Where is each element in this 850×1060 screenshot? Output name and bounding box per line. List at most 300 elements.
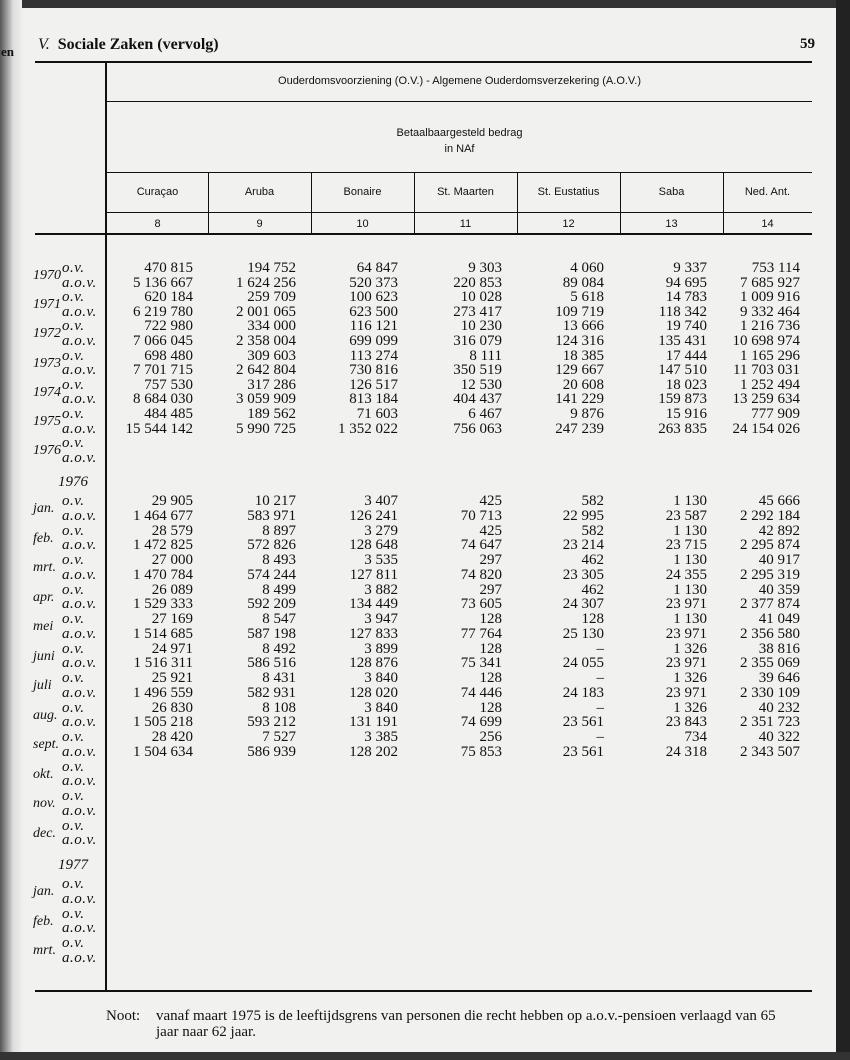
row-type: a.o.v. <box>62 949 97 966</box>
cell-bonaire: 3 279 <box>364 522 398 539</box>
cell-st-maarten: 128 <box>479 699 502 716</box>
column-number: 10 <box>356 218 369 230</box>
row-type: o.v. <box>62 611 85 627</box>
cell-st-maarten: 74 820 <box>460 566 502 583</box>
cell-cura-ao: 1 470 784 <box>133 566 193 583</box>
row-type: o.v. <box>62 493 85 509</box>
cell-ned-ant-: 39 646 <box>758 670 800 686</box>
cell-cura-ao: 26 089 <box>151 581 193 598</box>
cell-st-maarten: 74 699 <box>460 714 502 731</box>
row-type: a.o.v. <box>62 714 97 731</box>
table-row <box>0 804 850 819</box>
cell-bonaire: 3 407 <box>364 493 398 509</box>
page-number: 59 <box>800 36 815 52</box>
row-type: o.v. <box>62 729 85 745</box>
cell-ned-ant-: 2 355 069 <box>740 655 800 672</box>
cell-cura-ao: 698 480 <box>144 347 193 364</box>
cell-cura-ao: 7 066 045 <box>133 333 193 349</box>
table-row <box>0 656 850 671</box>
row-group-label: mrt. <box>33 560 56 575</box>
year-heading: 1977 <box>58 857 88 873</box>
cell-st-maarten: 10 028 <box>460 289 502 306</box>
row-group-label: apr. <box>33 589 55 605</box>
row-type: o.v. <box>62 905 85 922</box>
cell-bonaire: 131 191 <box>349 714 398 731</box>
cell-st-eustatius: 23 561 <box>562 714 604 731</box>
cell-aruba: 189 562 <box>247 406 296 422</box>
cell-bonaire: 3 882 <box>364 581 398 598</box>
table-row <box>0 907 850 922</box>
cell-cura-ao: 1 472 825 <box>133 537 193 554</box>
cell-bonaire: 3 840 <box>364 699 398 716</box>
cell-st-eustatius: 13 666 <box>562 318 604 335</box>
cell-ned-ant-: 40 232 <box>758 699 800 716</box>
cell-aruba: 2 001 065 <box>236 303 296 320</box>
cell-st-maarten: 297 <box>479 581 502 598</box>
section-title: Sociale Zaken (vervolg) <box>57 36 219 53</box>
table-title: Ouderdomsvoorziening (O.V.) - Algemene Ouderdomsverzekering (A.O.V.) <box>278 75 641 87</box>
cell-bonaire: 128 648 <box>349 537 398 554</box>
cell-ned-ant-: 24 154 026 <box>732 420 800 437</box>
cell-aruba: 5 990 725 <box>236 420 296 437</box>
row-group-label: feb. <box>33 530 54 546</box>
cell-ned-ant-: 1 009 916 <box>740 289 800 306</box>
cell-st-eustatius: 23 305 <box>562 566 604 583</box>
cell-ned-ant-: 2 351 723 <box>740 714 800 731</box>
row-type: o.v. <box>62 435 85 452</box>
cell-st-maarten: 297 <box>479 552 502 568</box>
cell-aruba: 582 931 <box>247 684 296 701</box>
table-subtitle: Betaalbaargesteld bedrag <box>396 127 523 139</box>
table-row <box>0 494 850 509</box>
cell-ned-ant-: 9 332 464 <box>740 303 800 320</box>
cell-ned-ant-: 11 703 031 <box>733 362 800 379</box>
row-type: a.o.v. <box>62 832 97 849</box>
cell-st-maarten: 128 <box>479 640 502 657</box>
cell-st-maarten: 74 647 <box>460 537 502 554</box>
scan-edge-top <box>0 0 850 8</box>
cell-aruba: 2 358 004 <box>236 333 296 349</box>
section-header <box>38 36 219 54</box>
cell-aruba: 593 212 <box>247 714 296 731</box>
table-row <box>0 936 850 951</box>
row-group-label: 1975 <box>33 414 61 429</box>
cell-cura-ao: 1 504 634 <box>133 743 193 760</box>
cell-bonaire: 128 202 <box>349 743 398 760</box>
table-row <box>0 612 850 627</box>
cell-bonaire: 3 535 <box>364 552 398 568</box>
row-group-label: 1974 <box>33 384 61 400</box>
cell-saba: 94 695 <box>665 274 707 291</box>
table-bottom-rule <box>35 990 812 992</box>
row-type: o.v. <box>62 876 85 892</box>
cell-saba: 1 130 <box>673 552 707 568</box>
table-row <box>0 715 850 730</box>
cell-aruba: 8 499 <box>262 581 296 598</box>
cell-saba: 24 355 <box>665 566 707 583</box>
cell-saba: 135 431 <box>658 333 707 349</box>
cell-st-eustatius: – <box>596 699 604 716</box>
row-type: o.v. <box>62 935 85 951</box>
cell-saba: 23 587 <box>665 507 707 524</box>
cell-bonaire: 3 947 <box>364 611 398 627</box>
column-number: 12 <box>562 218 575 230</box>
cell-st-eustatius: – <box>596 670 604 686</box>
cell-st-maarten: 10 230 <box>460 318 502 335</box>
cell-saba: 147 510 <box>658 362 707 379</box>
table-row <box>0 524 850 539</box>
row-type: a.o.v. <box>62 362 97 379</box>
table-row <box>0 436 850 451</box>
row-type: a.o.v. <box>62 537 97 554</box>
cell-saba: 23 715 <box>665 537 707 554</box>
row-type: o.v. <box>62 581 85 598</box>
cell-bonaire: 134 449 <box>349 596 398 613</box>
cell-saba: 23 971 <box>665 655 707 672</box>
cell-aruba: 334 000 <box>247 318 296 335</box>
table-row <box>0 422 850 437</box>
cell-saba: 1 326 <box>673 699 707 716</box>
table-row <box>0 774 850 789</box>
cell-ned-ant-: 2 295 874 <box>740 537 800 554</box>
cell-bonaire: 1 352 022 <box>338 420 398 437</box>
scan-edge-bottom <box>0 1052 850 1060</box>
row-type: o.v. <box>62 522 85 539</box>
cell-saba: 159 873 <box>658 391 707 408</box>
row-type: a.o.v. <box>62 274 97 291</box>
column-number: 9 <box>256 218 263 230</box>
table-row <box>0 363 850 378</box>
row-type: o.v. <box>62 552 85 568</box>
cell-cura-ao: 28 579 <box>151 522 193 539</box>
table-row <box>0 833 850 848</box>
cell-cura-ao: 722 980 <box>144 318 193 335</box>
cell-st-maarten: 70 713 <box>460 507 502 524</box>
row-group-label: aug. <box>33 707 58 723</box>
column-number: 14 <box>761 218 774 230</box>
cell-cura-ao: 5 136 667 <box>133 274 193 291</box>
cell-st-eustatius: – <box>596 729 604 745</box>
cell-saba: 15 916 <box>665 406 707 422</box>
cell-st-eustatius: 89 084 <box>562 274 604 291</box>
row-type: a.o.v. <box>62 743 97 760</box>
cell-ned-ant-: 2 343 507 <box>740 743 800 760</box>
cell-aruba: 7 527 <box>262 729 296 745</box>
cell-bonaire: 127 833 <box>349 625 398 642</box>
row-type: a.o.v. <box>62 655 97 672</box>
cell-bonaire: 128 020 <box>349 684 398 701</box>
table-row <box>0 334 850 349</box>
cell-st-maarten: 75 853 <box>460 743 502 760</box>
rule <box>105 172 812 173</box>
cell-saba: 14 783 <box>665 289 707 306</box>
cell-bonaire: 126 241 <box>349 507 398 524</box>
row-type: a.o.v. <box>62 303 97 320</box>
cell-aruba: 583 971 <box>247 507 296 524</box>
cell-st-maarten: 77 764 <box>460 625 502 642</box>
column-header: St. Eustatius <box>537 186 600 198</box>
cell-ned-ant-: 1 165 296 <box>740 347 800 364</box>
table-row <box>0 951 850 966</box>
cell-aruba: 586 516 <box>247 655 296 672</box>
cell-bonaire: 116 121 <box>349 318 398 335</box>
cell-cura-ao: 6 219 780 <box>133 303 193 320</box>
cell-saba: 17 444 <box>665 347 707 364</box>
cell-bonaire: 126 517 <box>349 376 398 393</box>
cell-st-eustatius: 582 <box>581 493 604 509</box>
table-row <box>0 686 850 701</box>
cell-st-maarten: 12 530 <box>460 376 502 393</box>
cell-ned-ant-: 40 917 <box>758 552 800 568</box>
cell-st-eustatius: 18 385 <box>562 347 604 364</box>
cell-saba: 23 971 <box>665 684 707 701</box>
row-type: a.o.v. <box>62 391 97 408</box>
cell-st-eustatius: 24 055 <box>562 655 604 672</box>
cell-cura-ao: 1 529 333 <box>133 596 193 613</box>
cell-saba: 1 130 <box>673 581 707 598</box>
cell-cura-ao: 1 514 685 <box>133 625 193 642</box>
row-type: o.v. <box>62 788 85 804</box>
cell-saba: 23 971 <box>665 596 707 613</box>
cell-st-maarten: 425 <box>479 522 502 539</box>
cell-aruba: 317 286 <box>247 376 296 393</box>
cell-aruba: 587 198 <box>247 625 296 642</box>
row-type: a.o.v. <box>62 802 97 819</box>
table-row <box>0 627 850 642</box>
cell-ned-ant-: 38 816 <box>758 640 800 657</box>
cell-st-eustatius: 141 229 <box>555 391 604 408</box>
table-row <box>0 261 850 276</box>
row-type: o.v. <box>62 817 85 834</box>
cell-st-eustatius: 5 618 <box>570 289 604 306</box>
row-type: a.o.v. <box>62 625 97 642</box>
cell-st-maarten: 73 605 <box>460 596 502 613</box>
cell-cura-ao: 620 184 <box>144 289 193 306</box>
cell-aruba: 1 624 256 <box>236 274 296 291</box>
table-row <box>0 892 850 907</box>
cell-st-eustatius: 23 214 <box>562 537 604 554</box>
cell-aruba: 259 709 <box>247 289 296 306</box>
cell-saba: 19 740 <box>665 318 707 335</box>
row-group-label: dec. <box>33 825 56 841</box>
cell-ned-ant-: 40 322 <box>758 729 800 745</box>
table-row <box>0 276 850 291</box>
row-group-label: okt. <box>33 766 54 782</box>
cell-ned-ant-: 2 377 874 <box>740 596 800 613</box>
table-row <box>0 568 850 583</box>
cell-aruba: 8 108 <box>262 699 296 716</box>
cell-saba: 23 843 <box>665 714 707 731</box>
table-row <box>0 392 850 407</box>
cell-aruba: 10 217 <box>254 493 296 509</box>
cell-st-eustatius: 109 719 <box>555 303 604 320</box>
row-type: a.o.v. <box>62 920 97 937</box>
row-type: a.o.v. <box>62 596 97 613</box>
row-type: a.o.v. <box>62 890 97 907</box>
table-row <box>0 451 850 466</box>
cell-cura-ao: 757 530 <box>144 376 193 393</box>
row-group-label: 1976 <box>33 443 61 459</box>
column-header: St. Maarten <box>437 186 494 198</box>
row-type: o.v. <box>62 347 85 364</box>
cell-bonaire: 127 811 <box>349 566 398 583</box>
column-header: Bonaire <box>343 186 382 198</box>
cell-st-maarten: 8 111 <box>469 347 502 364</box>
cell-st-maarten: 404 437 <box>453 391 502 408</box>
row-type: a.o.v. <box>62 333 97 349</box>
cell-st-maarten: 316 079 <box>453 333 502 349</box>
row-type: a.o.v. <box>62 420 97 437</box>
cell-saba: 1 326 <box>673 640 707 657</box>
table-row <box>0 597 850 612</box>
table-row <box>0 538 850 553</box>
row-group-label: juli <box>33 678 52 693</box>
cell-st-eustatius: 247 239 <box>555 420 604 437</box>
cell-cura-ao: 24 971 <box>151 640 193 657</box>
cell-st-maarten: 128 <box>479 670 502 686</box>
row-type: o.v. <box>62 406 85 422</box>
cell-st-eustatius: 129 667 <box>555 362 604 379</box>
cell-cura-ao: 25 921 <box>151 670 193 686</box>
table-row <box>0 789 850 804</box>
column-number: 11 <box>459 218 472 230</box>
table-row <box>0 877 850 892</box>
cell-cura-ao: 484 485 <box>144 406 193 422</box>
column-number: 8 <box>154 218 161 230</box>
cell-aruba: 8 547 <box>262 611 296 627</box>
table-row <box>0 760 850 775</box>
cell-aruba: 592 209 <box>247 596 296 613</box>
column-header: Aruba <box>244 186 275 198</box>
row-group-label: 1971 <box>33 297 61 313</box>
cell-ned-ant-: 42 892 <box>758 522 800 539</box>
row-group-label: feb. <box>33 913 54 929</box>
cell-ned-ant-: 2 356 580 <box>740 625 800 642</box>
cell-ned-ant-: 41 049 <box>758 611 800 627</box>
table-row <box>0 730 850 745</box>
cell-saba: 118 342 <box>658 303 707 320</box>
cell-cura-ao: 7 701 715 <box>133 362 193 379</box>
table-row <box>0 378 850 393</box>
cell-cura-ao: 470 815 <box>144 260 193 276</box>
cell-st-eustatius: 22 995 <box>562 507 604 524</box>
cell-ned-ant-: 2 330 109 <box>740 684 800 701</box>
table-row <box>0 509 850 524</box>
row-type: o.v. <box>62 376 85 393</box>
cell-st-eustatius: 23 561 <box>562 743 604 760</box>
table-row <box>0 819 850 834</box>
cell-aruba: 8 493 <box>262 552 296 568</box>
cell-st-eustatius: 462 <box>581 552 604 568</box>
table-unit: in NAf <box>444 143 475 155</box>
cell-bonaire: 813 184 <box>349 391 398 408</box>
cell-bonaire: 113 274 <box>349 347 398 364</box>
cell-cura-ao: 27 000 <box>151 552 193 568</box>
cell-saba: 24 318 <box>665 743 707 760</box>
cell-aruba: 2 642 804 <box>236 362 296 379</box>
cell-bonaire: 520 373 <box>349 274 398 291</box>
cell-st-maarten: 256 <box>479 729 502 745</box>
footnote <box>106 1008 786 1040</box>
row-type: a.o.v. <box>62 773 97 790</box>
row-type: o.v. <box>62 758 85 775</box>
row-type: o.v. <box>62 640 85 657</box>
cell-ned-ant-: 777 909 <box>751 406 800 422</box>
cell-saba: 18 023 <box>665 376 707 393</box>
footnote-text: vanaf maart 1975 is de leeftijdsgrens van personen die recht hebben op a.o.v.-pensioen verlaagd van 65 jaar naar 62 jaar. <box>156 1008 776 1040</box>
cell-st-maarten: 350 519 <box>453 362 502 379</box>
cell-cura-ao: 1 516 311 <box>133 655 193 672</box>
cell-st-eustatius: 462 <box>581 581 604 598</box>
cell-saba: 1 130 <box>673 493 707 509</box>
cell-aruba: 3 059 909 <box>236 391 296 408</box>
cell-bonaire: 699 099 <box>349 333 398 349</box>
table-row <box>0 921 850 936</box>
cell-saba: 1 130 <box>673 522 707 539</box>
cell-st-maarten: 220 853 <box>453 274 502 291</box>
footnote-label: Noot: <box>106 1008 141 1024</box>
row-group-label: 1972 <box>33 326 61 342</box>
cell-bonaire: 3 385 <box>364 729 398 745</box>
table-row <box>0 407 850 422</box>
cell-aruba: 8 492 <box>262 640 296 657</box>
cell-saba: 1 326 <box>673 670 707 686</box>
cell-st-maarten: 75 341 <box>460 655 502 672</box>
table-row <box>0 349 850 364</box>
cell-cura-ao: 1 505 218 <box>133 714 193 731</box>
rule <box>105 101 812 102</box>
row-group-label: jan. <box>33 501 55 516</box>
column-number: 13 <box>665 218 678 230</box>
cell-ned-ant-: 2 292 184 <box>740 507 800 524</box>
cell-st-eustatius: – <box>596 640 604 657</box>
table-row <box>0 305 850 320</box>
cell-st-maarten: 273 417 <box>453 303 502 320</box>
cell-st-maarten: 74 446 <box>460 684 502 701</box>
row-type: o.v. <box>62 318 85 335</box>
table-row <box>0 745 850 760</box>
cell-saba: 734 <box>684 729 707 745</box>
cell-saba: 9 337 <box>673 260 707 276</box>
cell-st-eustatius: 20 608 <box>562 376 604 393</box>
cell-bonaire: 3 840 <box>364 670 398 686</box>
cell-aruba: 309 603 <box>247 347 296 364</box>
cell-cura-ao: 15 544 142 <box>125 420 193 437</box>
cell-st-maarten: 756 063 <box>453 420 502 437</box>
cell-aruba: 8 431 <box>262 670 296 686</box>
row-type: a.o.v. <box>62 684 97 701</box>
table-row <box>0 290 850 305</box>
column-header: Curaçao <box>136 186 179 198</box>
cell-cura-ao: 8 684 030 <box>133 391 193 408</box>
cell-st-maarten: 6 467 <box>468 406 502 422</box>
margin-text: en <box>1 44 14 59</box>
cell-cura-ao: 26 830 <box>151 699 193 716</box>
cell-ned-ant-: 753 114 <box>751 260 800 276</box>
column-header: Saba <box>658 186 685 198</box>
table-row <box>0 642 850 657</box>
cell-aruba: 194 752 <box>247 260 296 276</box>
cell-bonaire: 64 847 <box>356 260 398 276</box>
cell-st-eustatius: 4 060 <box>570 260 604 276</box>
cell-st-eustatius: 25 130 <box>562 625 604 642</box>
cell-st-maarten: 128 <box>479 611 502 627</box>
row-group-label: 1970 <box>33 268 61 283</box>
cell-st-eustatius: 24 183 <box>562 684 604 701</box>
row-group-label: juni <box>33 648 55 664</box>
cell-st-maarten: 425 <box>479 493 502 509</box>
cell-bonaire: 128 876 <box>349 655 398 672</box>
